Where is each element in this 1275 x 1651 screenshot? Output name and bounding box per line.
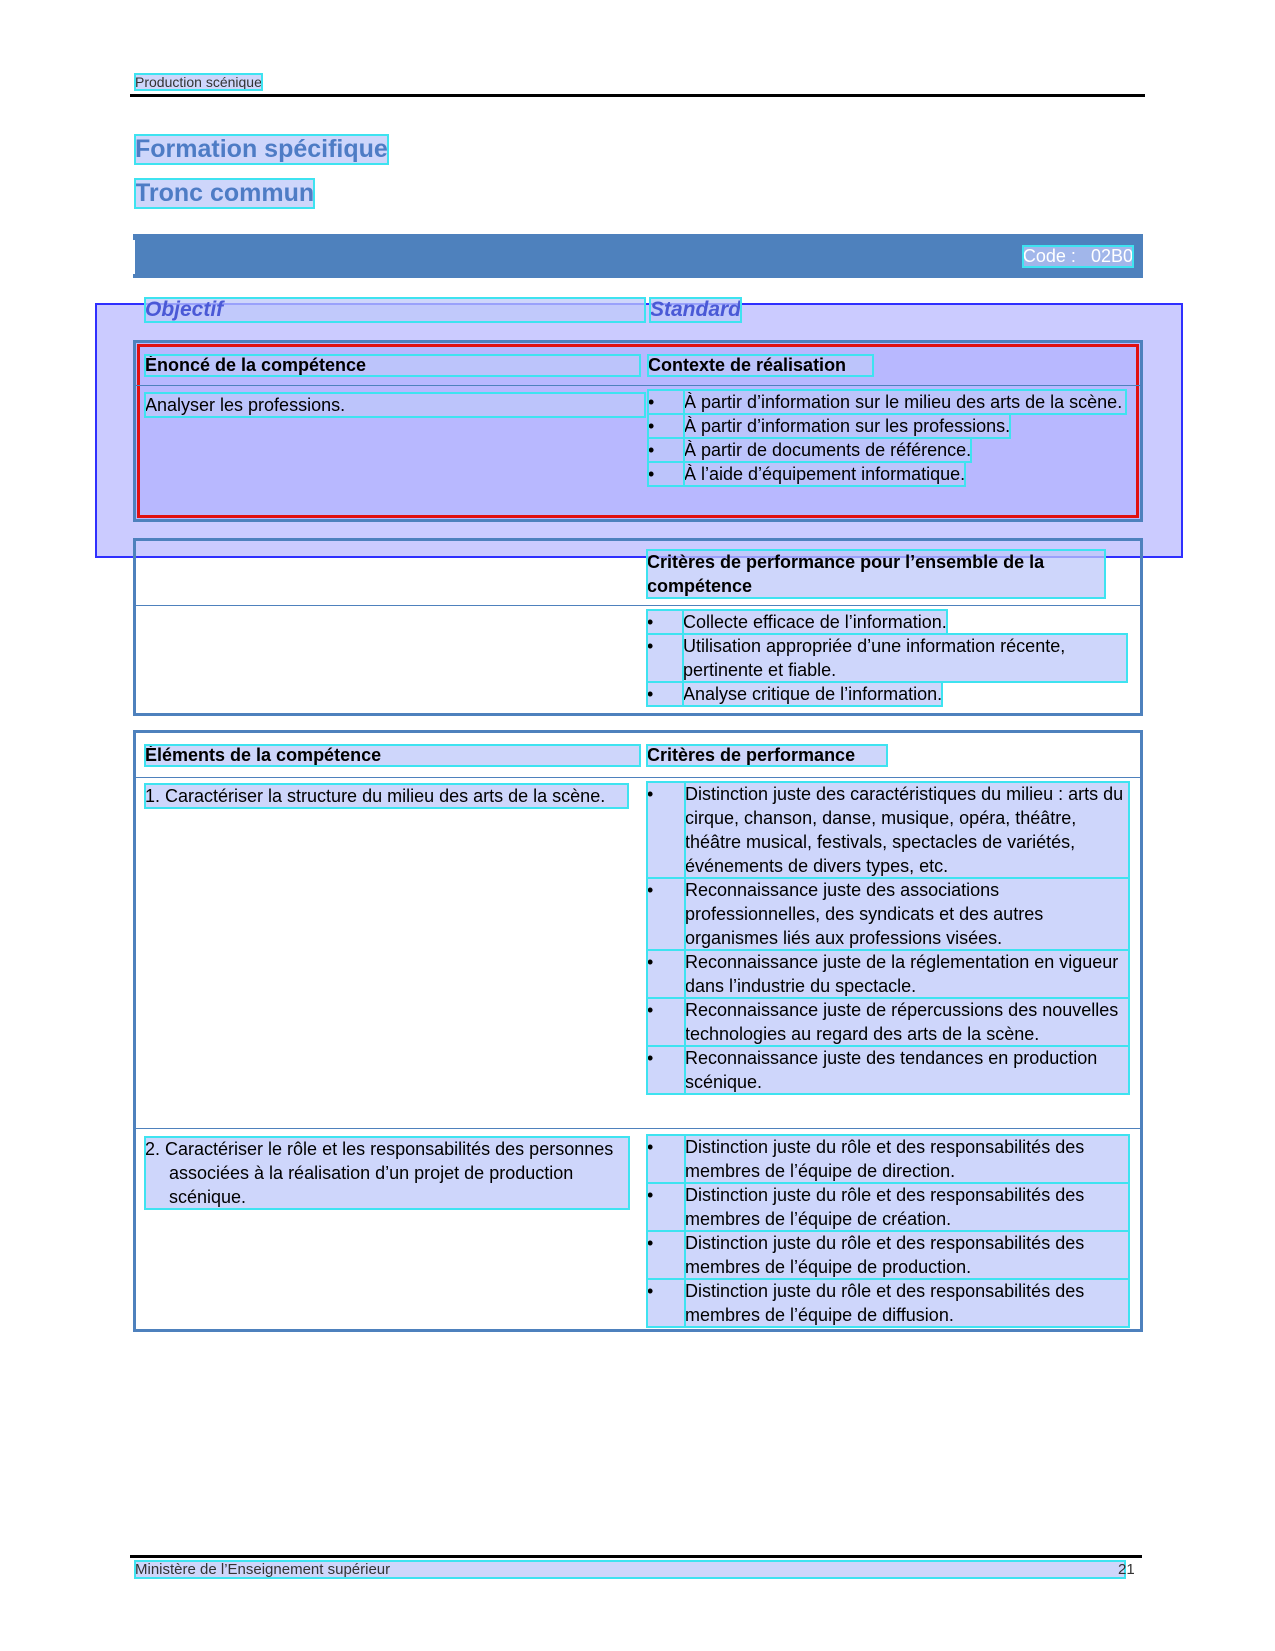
bullet-icon: • [647, 998, 685, 1046]
standard-label: Standard [650, 298, 742, 321]
objective-label: Objectif [145, 298, 645, 322]
section-title-tronc: Tronc commun [135, 179, 315, 207]
statement-header: Énoncé de la compétence [145, 355, 640, 376]
running-header: Production scénique [135, 74, 262, 90]
bullet-icon: • [648, 390, 684, 414]
list-item: • À l’aide d’équipement informatique. [648, 464, 966, 484]
element-2: 2. Caractériser le rôle et les responsabilités des personnes associées à la réalisation d’un projet de production scénique. [145, 1137, 629, 1209]
bullet-icon: • [648, 438, 684, 462]
competence-statement: Analyser les professions. [145, 393, 645, 417]
overall-criteria-header: Critères de performance pour l’ensemble de la compétence [647, 550, 1105, 598]
list-item: • Analyse critique de l’information. [647, 684, 943, 704]
list-item: • Utilisation appropriée d’une information récente, pertinente et fiable. [647, 634, 1127, 682]
row-divider [136, 605, 1140, 606]
bullet-icon: • [647, 1046, 685, 1094]
bullet-icon: • [647, 1279, 685, 1327]
element-1: 1. Caractériser la structure du milieu des arts de la scène. [145, 784, 628, 808]
bullet-icon: • [647, 1135, 685, 1183]
bullet-icon: • [648, 462, 684, 486]
list-item: • À partir de documents de référence. [648, 440, 972, 460]
list-item: • Distinction juste du rôle et des responsabilités des membres de l’équipe de production. [647, 1231, 1129, 1279]
header-rule [130, 94, 1145, 97]
row-divider [136, 385, 1140, 386]
bullet-icon: • [647, 610, 683, 634]
bullet-icon: • [647, 634, 683, 682]
list-item: • Reconnaissance juste des associations professionnelles, des syndicats et des autres organismes liés aux professions visées. [647, 878, 1129, 950]
elements-header: Éléments de la compétence [145, 745, 640, 766]
list-item: • Distinction juste du rôle et des responsabilités des membres de l’équipe de diffusion. [647, 1279, 1129, 1327]
bullet-icon: • [647, 682, 683, 706]
bullet-icon: • [647, 950, 685, 998]
list-item: • À partir d’information sur le milieu des arts de la scène. [648, 390, 1126, 414]
bullet-icon: • [647, 878, 685, 950]
list-item: • Distinction juste du rôle et des responsabilités des membres de l’équipe de création. [647, 1183, 1129, 1231]
footer-ministry: Ministère de l’Enseignement supérieur [135, 1561, 1125, 1578]
element-2-criteria [647, 1135, 1129, 1327]
bullet-icon: • [647, 1231, 685, 1279]
context-header: Contexte de réalisation [648, 355, 873, 376]
footer-rule [130, 1555, 1142, 1558]
bullet-icon: • [647, 1183, 685, 1231]
element-1-criteria [647, 782, 1129, 1094]
row-divider [136, 1128, 1140, 1129]
list-item: • À partir d’information sur les professions. [648, 416, 1011, 436]
page-number: 21 [1118, 1561, 1135, 1578]
context-list [648, 390, 1126, 486]
row-divider [136, 777, 1140, 778]
list-item: • Reconnaissance juste de la réglementation en vigueur dans l’industrie du spectacle. [647, 950, 1129, 998]
bullet-icon: • [647, 782, 685, 878]
list-item: • Reconnaissance juste de répercussions des nouvelles technologies au regard des arts de la scène. [647, 998, 1129, 1046]
code-bar [133, 234, 1143, 278]
list-item: • Reconnaissance juste des tendances en production scénique. [647, 1046, 1129, 1094]
criteria-header: Critères de performance [647, 745, 887, 766]
list-item: • Collecte efficace de l’information. [647, 612, 947, 632]
list-item: • Distinction juste du rôle et des responsabilités des membres de l’équipe de direction. [647, 1135, 1129, 1183]
competence-code: Code : 02B0 [1022, 246, 1133, 266]
overall-criteria-list [647, 610, 1127, 706]
list-item: • Distinction juste des caractéristiques du milieu : arts du cirque, chanson, danse, musique, opéra, théâtre, théâtre musical, festivals, spectacles de variétés, événements de divers types, etc. [647, 782, 1129, 878]
section-title-formation: Formation spécifique [135, 135, 388, 163]
bullet-icon: • [648, 414, 684, 438]
code-bar-marker [133, 240, 135, 274]
